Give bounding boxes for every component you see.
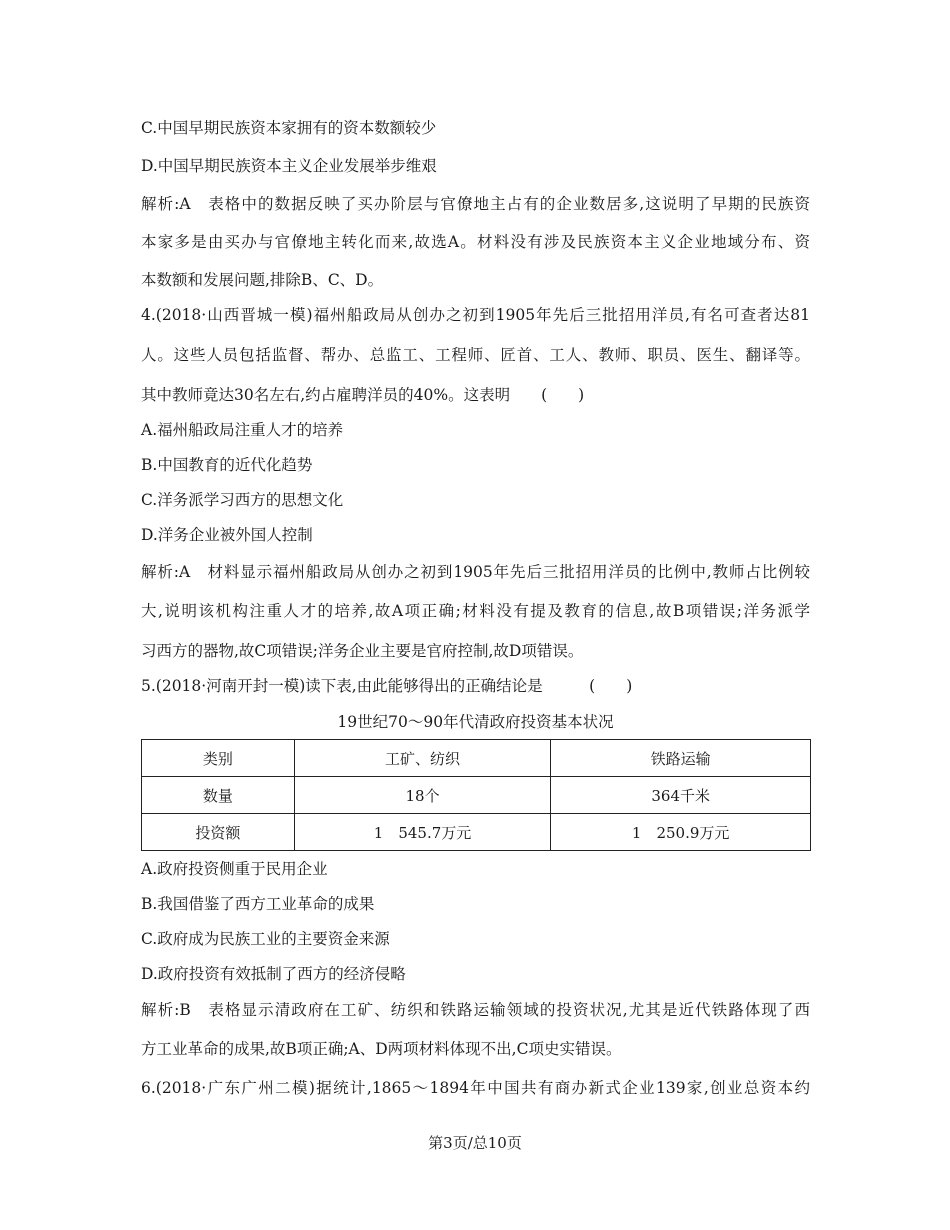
q5-option-b: B.我国借鉴了西方工业革命的成果 [141, 895, 375, 913]
table-header-cell: 类别 [142, 740, 295, 777]
q4-stem-line-2: 人。这些人员包括监督、帮办、总监工、工程师、匠首、工人、教师、职员、医生、翻译等。 [141, 346, 810, 364]
q4-analysis-line-2: 大,说明该机构注重人才的培养,故A项正确;材料没有提及教育的信息,故B项错误;洋务派学 [141, 602, 810, 620]
q3-analysis-line-3: 本数额和发展问题,排除B、C、D。 [141, 271, 384, 289]
table-cell: 数量 [142, 777, 295, 814]
q4-option-d: D.洋务企业被外国人控制 [141, 526, 313, 544]
table-row [142, 777, 811, 814]
q3-option-c: C.中国早期民族资本家拥有的资本数额较少 [141, 119, 437, 137]
q5-table-title: 19世纪70～90年代清政府投资基本状况 [337, 713, 614, 731]
q5-investment-table [141, 739, 811, 851]
q5-option-c: C.政府成为民族工业的主要资金来源 [141, 930, 390, 948]
q3-analysis-line-1: 解析:A 表格中的数据反映了买办阶层与官僚地主占有的企业数居多,这说明了早期的民族资 [141, 195, 810, 213]
q4-option-b: B.中国教育的近代化趋势 [141, 456, 313, 474]
q5-stem: 5.(2018·河南开封一模)读下表,由此能够得出的正确结论是 ( ) [141, 677, 633, 695]
q6-stem: 6.(2018·广东广州二模)据统计,1865～1894年中国共有商办新式企业139家,创业总资本约 [141, 1079, 810, 1097]
q4-option-a: A.福州船政局注重人才的培养 [141, 421, 344, 439]
page-footer: 第3页/总10页 [428, 1134, 522, 1152]
table-row [142, 814, 811, 851]
table-header-cell: 工矿、纺织 [294, 740, 551, 777]
table-cell: 18个 [294, 777, 551, 814]
q5-option-a: A.政府投资侧重于民用企业 [141, 860, 328, 878]
table-cell: 1 545.7万元 [294, 814, 551, 851]
q5-analysis-line-1: 解析:B 表格显示清政府在工矿、纺织和铁路运输领域的投资状况,尤其是近代铁路体现了西 [141, 1001, 810, 1019]
q5-analysis-line-2: 方工业革命的成果,故B项正确;A、D两项材料体现不出,C项史实错误。 [141, 1040, 622, 1058]
table-header-row [142, 740, 811, 777]
table-cell: 投资额 [142, 814, 295, 851]
table-cell: 364千米 [551, 777, 811, 814]
q3-analysis-line-2: 本家多是由买办与官僚地主转化而来,故选A。材料没有涉及民族资本主义企业地域分布、资 [141, 233, 810, 251]
table-header-cell: 铁路运输 [551, 740, 811, 777]
q4-stem-line-1: 4.(2018·山西晋城一模)福州船政局从创办之初到1905年先后三批招用洋员,有名可查者达81 [141, 306, 810, 324]
q4-analysis-line-3: 习西方的器物,故C项错误;洋务企业主要是官府控制,故D项错误。 [141, 642, 584, 660]
q4-stem-line-3: 其中教师竟达30名左右,约占雇聘洋员的40%。这表明 ( ) [141, 386, 585, 404]
table-cell: 1 250.9万元 [551, 814, 811, 851]
q3-option-d: D.中国早期民族资本主义企业发展举步维艰 [141, 157, 437, 175]
q5-option-d: D.政府投资有效抵制了西方的经济侵略 [141, 965, 406, 983]
q4-analysis-line-1: 解析:A 材料显示福州船政局从创办之初到1905年先后三批招用洋员的比例中,教师占比例较 [141, 563, 810, 581]
q4-option-c: C.洋务派学习西方的思想文化 [141, 491, 344, 509]
